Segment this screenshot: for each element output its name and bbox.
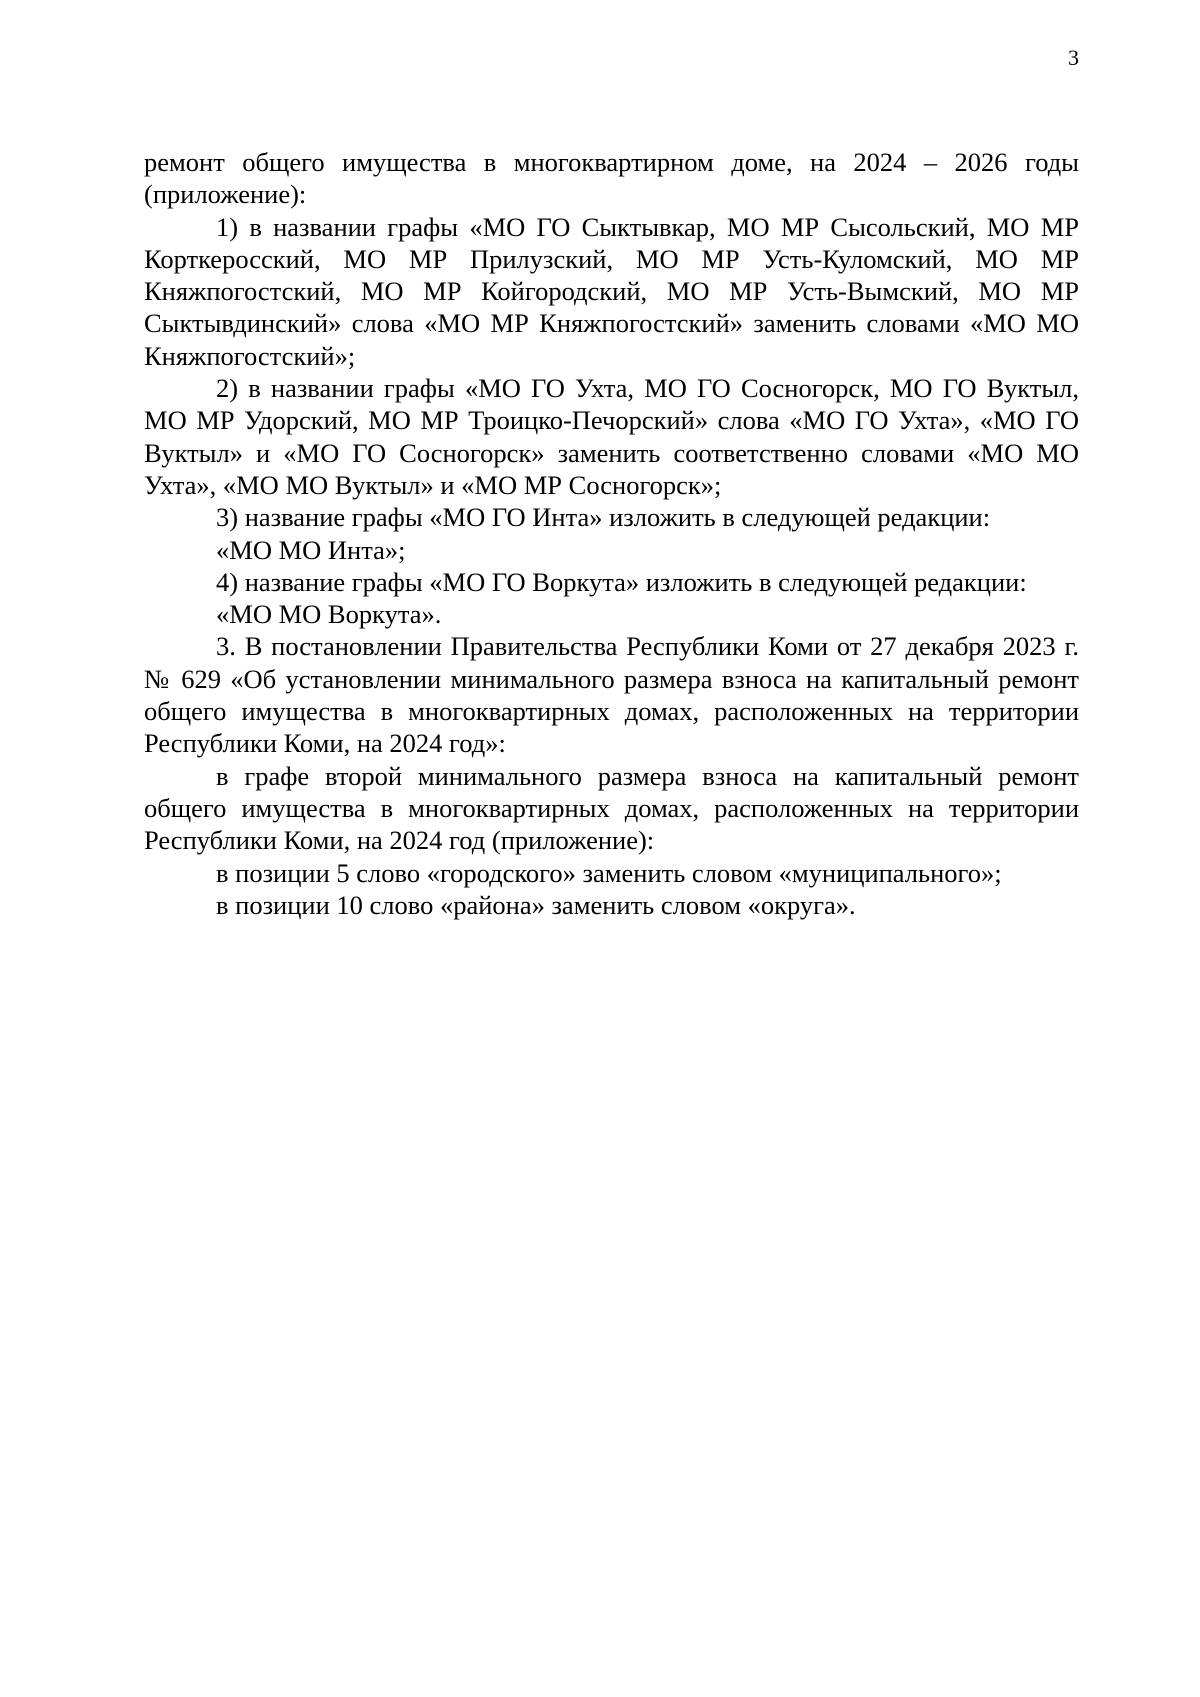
paragraph-section-3: 3. В постановлении Правительства Республики Коми от 27 декабря 2023 г. № 629 «Об установлении минимального размера взноса на капитальный ремонт общего имущества в многоквартирных домах, расположенных на территории Республики Коми, на 2024 год»: (144, 631, 1079, 759)
paragraph-item-3: 3) название графы «МО ГО Инта» изложить в следующей редакции: (216, 502, 991, 533)
page-number: 3 (1068, 45, 1079, 70)
document-body (144, 146, 1079, 921)
paragraph-continuation: ремонт общего имущества в многоквартирном доме, на 2024 – 2026 годы (приложение): (144, 147, 1079, 210)
paragraph-item-3-value: «МО МО Инта»; (216, 534, 406, 565)
paragraph-item-4: 4) название графы «МО ГО Воркута» изложить в следующей редакции: (216, 566, 1027, 597)
paragraph-column-two: в графе второй минимального размера взноса на капитальный ремонт общего имущества в многоквартирных домах, расположенных на территории Республики Коми, на 2024 год (приложение): (144, 760, 1079, 856)
paragraph-position-5: в позиции 5 слово «городского» заменить словом «муниципального»; (216, 857, 1002, 888)
paragraph-item-2: 2) в названии графы «МО ГО Ухта, МО ГО Сосногорск, МО ГО Вуктыл, МО МР Удорский, МО МР Троицко-Печорский» слова «МО ГО Ухта», «МО ГО Вуктыл» и «МО ГО Сосногорск» заменить соответственно словами «МО МО Ухта», «МО МО Вуктыл» и «МО МР Сосногорск»; (144, 373, 1079, 500)
paragraph-item-1: 1) в названии графы «МО ГО Сыктывкар, МО МР Сысольский, МО МР Корткеросский, МО МР Прилузский, МО МР Усть-Куломский, МО МР Княжпогостский, МО МР Койгородский, МО МР Усть-Вымский, МО МР Сыктывдинский» слова «МО МР Княжпогостский» заменить словами «МО МО Княжпогостский»; (144, 211, 1079, 371)
paragraph-position-10: в позиции 10 слово «района» заменить словом «округа». (216, 889, 856, 920)
paragraph-item-4-value: «МО МО Воркута». (216, 599, 442, 630)
